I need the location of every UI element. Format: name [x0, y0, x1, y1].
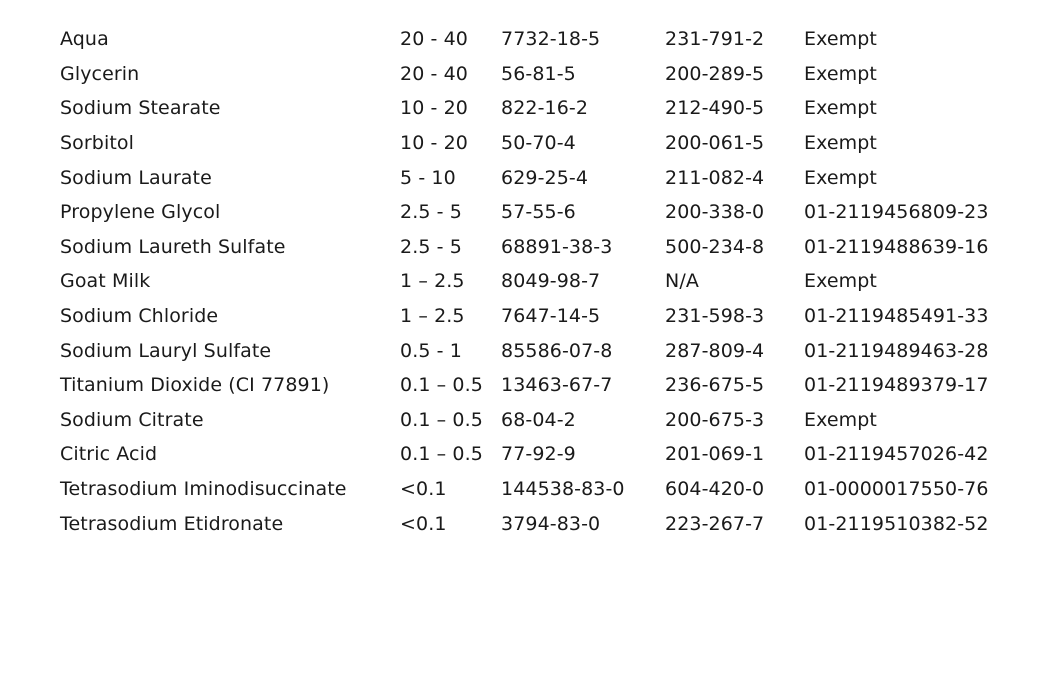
ec-number-cell: 223-267-7: [665, 512, 765, 535]
cas-number-cell: 85586-07-8: [501, 339, 613, 362]
ec-number-cell: N/A: [665, 270, 699, 293]
ec-number-cell: 604-420-0: [665, 478, 765, 501]
table-row: [60, 91, 1004, 126]
ingredient-name-cell: Tetrasodium Iminodisuccinate: [60, 478, 347, 501]
ec-number-cell: 212-490-5: [665, 97, 765, 120]
concentration-cell: 2.5 - 5: [400, 235, 462, 258]
ingredient-name-cell: Sodium Citrate: [60, 408, 204, 431]
cas-number-cell: 56-81-5: [501, 62, 576, 85]
reach-registration-cell: 01-0000017550-76: [804, 478, 989, 501]
concentration-cell: <0.1: [400, 512, 447, 535]
cas-number-cell: 144538-83-0: [501, 478, 625, 501]
reach-registration-cell: Exempt: [804, 408, 877, 431]
reach-registration-cell: 01-2119457026-42: [804, 443, 989, 466]
ingredient-name-cell: Sodium Lauryl Sulfate: [60, 339, 272, 362]
ingredient-name-cell: Sorbitol: [60, 132, 134, 155]
table-row: [60, 299, 1004, 334]
table-row: [60, 437, 1004, 472]
ingredient-name-cell: Tetrasodium Etidronate: [60, 512, 284, 535]
cas-number-cell: 77-92-9: [501, 443, 576, 466]
ec-number-cell: 211-082-4: [665, 166, 765, 189]
ec-number-cell: 200-289-5: [665, 62, 765, 85]
concentration-cell: 10 - 20: [400, 97, 468, 120]
concentration-cell: 1 – 2.5: [400, 305, 465, 328]
ingredient-name-cell: Sodium Laurate: [60, 166, 212, 189]
reach-registration-cell: 01-2119489463-28: [804, 339, 989, 362]
reach-registration-cell: Exempt: [804, 97, 877, 120]
cas-number-cell: 3794-83-0: [501, 512, 601, 535]
cas-number-cell: 8049-98-7: [501, 270, 601, 293]
concentration-cell: 0.1 – 0.5: [400, 374, 483, 397]
concentration-cell: 0.1 – 0.5: [400, 443, 483, 466]
cas-number-cell: 50-70-4: [501, 132, 576, 155]
reach-registration-cell: Exempt: [804, 62, 877, 85]
reach-registration-cell: 01-2119456809-23: [804, 201, 989, 224]
table-row: [60, 333, 1004, 368]
ingredient-name-cell: Titanium Dioxide (CI 77891): [60, 374, 330, 397]
reach-registration-cell: Exempt: [804, 28, 877, 51]
concentration-cell: 10 - 20: [400, 132, 468, 155]
ingredient-name-cell: Sodium Chloride: [60, 305, 219, 328]
table-row: [60, 368, 1004, 403]
ingredient-name-cell: Propylene Glycol: [60, 201, 221, 224]
table-row: [60, 57, 1004, 92]
concentration-cell: 0.1 – 0.5: [400, 408, 483, 431]
table-row: [60, 506, 1004, 541]
table-row: [60, 230, 1004, 265]
ingredient-name-cell: Citric Acid: [60, 443, 158, 466]
ec-number-cell: 231-791-2: [665, 28, 765, 51]
concentration-cell: <0.1: [400, 478, 447, 501]
table-row: [60, 472, 1004, 507]
concentration-cell: 20 - 40: [400, 28, 468, 51]
cas-number-cell: 13463-67-7: [501, 374, 613, 397]
table-body: [60, 22, 1004, 541]
ingredient-name-cell: Goat Milk: [60, 270, 151, 293]
cas-number-cell: 57-55-6: [501, 201, 576, 224]
ingredient-name-cell: Sodium Laureth Sulfate: [60, 235, 286, 258]
ec-number-cell: 500-234-8: [665, 235, 765, 258]
table-row: [60, 264, 1004, 299]
table-row: [60, 22, 1004, 57]
ingredient-name-cell: Aqua: [60, 28, 109, 51]
ec-number-cell: 201-069-1: [665, 443, 765, 466]
ec-number-cell: 231-598-3: [665, 305, 765, 328]
reach-registration-cell: 01-2119510382-52: [804, 512, 989, 535]
ec-number-cell: 200-061-5: [665, 132, 765, 155]
table-row: [60, 126, 1004, 161]
cas-number-cell: 68-04-2: [501, 408, 576, 431]
cas-number-cell: 7732-18-5: [501, 28, 601, 51]
ingredient-name-cell: Glycerin: [60, 62, 140, 85]
ec-number-cell: 236-675-5: [665, 374, 765, 397]
table-row: [60, 160, 1004, 195]
cas-number-cell: 822-16-2: [501, 97, 589, 120]
table-row: [60, 195, 1004, 230]
table-row: [60, 403, 1004, 438]
cas-number-cell: 7647-14-5: [501, 305, 601, 328]
reach-registration-cell: 01-2119489379-17: [804, 374, 989, 397]
ec-number-cell: 200-675-3: [665, 408, 765, 431]
ec-number-cell: 200-338-0: [665, 201, 765, 224]
reach-registration-cell: Exempt: [804, 270, 877, 293]
ec-number-cell: 287-809-4: [665, 339, 765, 362]
reach-registration-cell: Exempt: [804, 166, 877, 189]
ingredients-table: [60, 22, 1004, 541]
reach-registration-cell: Exempt: [804, 132, 877, 155]
reach-registration-cell: 01-2119488639-16: [804, 235, 989, 258]
concentration-cell: 2.5 - 5: [400, 201, 462, 224]
concentration-cell: 5 - 10: [400, 166, 456, 189]
cas-number-cell: 68891-38-3: [501, 235, 613, 258]
reach-registration-cell: 01-2119485491-33: [804, 305, 989, 328]
concentration-cell: 20 - 40: [400, 62, 468, 85]
concentration-cell: 1 – 2.5: [400, 270, 465, 293]
cas-number-cell: 629-25-4: [501, 166, 589, 189]
ingredient-name-cell: Sodium Stearate: [60, 97, 221, 120]
concentration-cell: 0.5 - 1: [400, 339, 462, 362]
